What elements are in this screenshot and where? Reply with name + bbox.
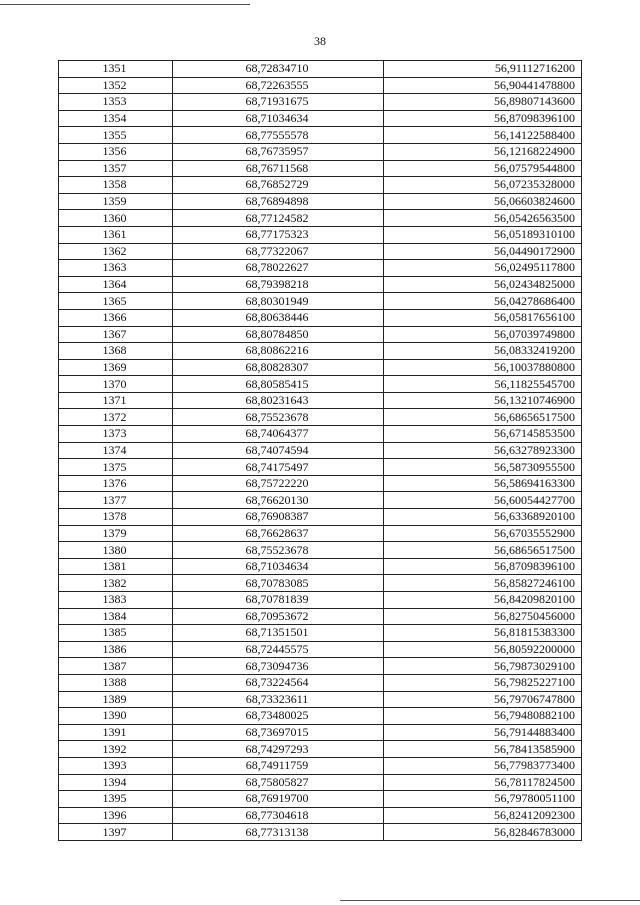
y-coordinate-cell: 56,02434825000 (384, 276, 582, 293)
point-number-cell: 1362 (59, 243, 173, 260)
coordinates-table-body (59, 61, 582, 841)
y-coordinate-cell: 56,79825227100 (384, 674, 582, 691)
y-coordinate-cell: 56,60054427700 (384, 492, 582, 509)
y-coordinate-cell: 56,82412092300 (384, 807, 582, 824)
point-number-cell: 1355 (59, 127, 173, 144)
x-coordinate-cell: 68,77304618 (173, 807, 384, 824)
x-coordinate-cell: 68,73323611 (173, 691, 384, 708)
x-coordinate-cell: 68,75805827 (173, 774, 384, 791)
x-coordinate-cell: 68,73480025 (173, 708, 384, 725)
y-coordinate-cell: 56,82846783000 (384, 824, 582, 841)
x-coordinate-cell: 68,76894898 (173, 193, 384, 210)
table-row (59, 741, 582, 758)
point-number-cell: 1377 (59, 492, 173, 509)
x-coordinate-cell: 68,71931675 (173, 94, 384, 111)
point-number-cell: 1375 (59, 459, 173, 476)
point-number-cell: 1380 (59, 542, 173, 559)
point-number-cell: 1352 (59, 77, 173, 94)
x-coordinate-cell: 68,73094736 (173, 658, 384, 675)
y-coordinate-cell: 56,02495117800 (384, 260, 582, 277)
point-number-cell: 1373 (59, 426, 173, 443)
y-coordinate-cell: 56,13210746900 (384, 392, 582, 409)
x-coordinate-cell: 68,80301949 (173, 293, 384, 310)
table-row (59, 674, 582, 691)
table-row (59, 343, 582, 360)
x-coordinate-cell: 68,80231643 (173, 392, 384, 409)
y-coordinate-cell: 56,04490172900 (384, 243, 582, 260)
point-number-cell: 1356 (59, 143, 173, 160)
point-number-cell: 1366 (59, 309, 173, 326)
x-coordinate-cell: 68,75523678 (173, 409, 384, 426)
x-coordinate-cell: 68,74297293 (173, 741, 384, 758)
y-coordinate-cell: 56,68656517500 (384, 409, 582, 426)
x-coordinate-cell: 68,75523678 (173, 542, 384, 559)
table-row (59, 525, 582, 542)
x-coordinate-cell: 68,72445575 (173, 641, 384, 658)
x-coordinate-cell: 68,80585415 (173, 376, 384, 393)
x-coordinate-cell: 68,76735957 (173, 143, 384, 160)
point-number-cell: 1367 (59, 326, 173, 343)
table-row (59, 791, 582, 808)
x-coordinate-cell: 68,70783085 (173, 575, 384, 592)
x-coordinate-cell: 68,76852729 (173, 177, 384, 194)
top-rule (0, 4, 250, 5)
point-number-cell: 1369 (59, 359, 173, 376)
y-coordinate-cell: 56,78117824500 (384, 774, 582, 791)
point-number-cell: 1386 (59, 641, 173, 658)
table-row (59, 226, 582, 243)
page-number: 38 (314, 34, 326, 48)
point-number-cell: 1354 (59, 110, 173, 127)
table-row (59, 658, 582, 675)
table-row (59, 193, 582, 210)
y-coordinate-cell: 56,04278686400 (384, 293, 582, 310)
table-row (59, 127, 582, 144)
y-coordinate-cell: 56,79780051100 (384, 791, 582, 808)
point-number-cell: 1374 (59, 442, 173, 459)
table-row (59, 542, 582, 559)
x-coordinate-cell: 68,76908387 (173, 509, 384, 526)
point-number-cell: 1382 (59, 575, 173, 592)
y-coordinate-cell: 56,11825545700 (384, 376, 582, 393)
point-number-cell: 1389 (59, 691, 173, 708)
table-row (59, 807, 582, 824)
y-coordinate-cell: 56,07039749800 (384, 326, 582, 343)
point-number-cell: 1357 (59, 160, 173, 177)
table-row (59, 376, 582, 393)
table-row (59, 392, 582, 409)
y-coordinate-cell: 56,87098396100 (384, 558, 582, 575)
table-row (59, 210, 582, 227)
x-coordinate-cell: 68,80828307 (173, 359, 384, 376)
table-row (59, 625, 582, 642)
point-number-cell: 1353 (59, 94, 173, 111)
y-coordinate-cell: 56,07579544800 (384, 160, 582, 177)
y-coordinate-cell: 56,68656517500 (384, 542, 582, 559)
x-coordinate-cell: 68,79398218 (173, 276, 384, 293)
table-row (59, 243, 582, 260)
y-coordinate-cell: 56,63368920100 (384, 509, 582, 526)
point-number-cell: 1358 (59, 177, 173, 194)
y-coordinate-cell: 56,90441478800 (384, 77, 582, 94)
y-coordinate-cell: 56,79873029100 (384, 658, 582, 675)
table-row (59, 558, 582, 575)
x-coordinate-cell: 68,77313138 (173, 824, 384, 841)
table-row (59, 359, 582, 376)
table-row (59, 143, 582, 160)
y-coordinate-cell: 56,91112716200 (384, 61, 582, 78)
point-number-cell: 1351 (59, 61, 173, 78)
x-coordinate-cell: 68,73697015 (173, 724, 384, 741)
point-number-cell: 1388 (59, 674, 173, 691)
table-row (59, 409, 582, 426)
y-coordinate-cell: 56,67035552900 (384, 525, 582, 542)
y-coordinate-cell: 56,85827246100 (384, 575, 582, 592)
point-number-cell: 1387 (59, 658, 173, 675)
point-number-cell: 1381 (59, 558, 173, 575)
coordinates-table (58, 60, 582, 841)
table-row (59, 77, 582, 94)
x-coordinate-cell: 68,71034634 (173, 558, 384, 575)
x-coordinate-cell: 68,76628637 (173, 525, 384, 542)
point-number-cell: 1397 (59, 824, 173, 841)
x-coordinate-cell: 68,72263555 (173, 77, 384, 94)
point-number-cell: 1385 (59, 625, 173, 642)
table-row (59, 426, 582, 443)
point-number-cell: 1395 (59, 791, 173, 808)
table-row (59, 475, 582, 492)
table-row (59, 757, 582, 774)
x-coordinate-cell: 68,77322067 (173, 243, 384, 260)
point-number-cell: 1394 (59, 774, 173, 791)
x-coordinate-cell: 68,80862216 (173, 343, 384, 360)
point-number-cell: 1370 (59, 376, 173, 393)
x-coordinate-cell: 68,70953672 (173, 608, 384, 625)
table-row (59, 260, 582, 277)
point-number-cell: 1371 (59, 392, 173, 409)
y-coordinate-cell: 56,79480882100 (384, 708, 582, 725)
x-coordinate-cell: 68,80638446 (173, 309, 384, 326)
table-row (59, 824, 582, 841)
y-coordinate-cell: 56,14122588400 (384, 127, 582, 144)
point-number-cell: 1396 (59, 807, 173, 824)
bottom-rule (340, 900, 640, 901)
table-row (59, 575, 582, 592)
x-coordinate-cell: 68,80784850 (173, 326, 384, 343)
table-row (59, 608, 582, 625)
point-number-cell: 1390 (59, 708, 173, 725)
table-row (59, 691, 582, 708)
table-row (59, 160, 582, 177)
y-coordinate-cell: 56,08332419200 (384, 343, 582, 360)
x-coordinate-cell: 68,76711568 (173, 160, 384, 177)
table-row (59, 592, 582, 609)
point-number-cell: 1379 (59, 525, 173, 542)
table-row (59, 641, 582, 658)
point-number-cell: 1393 (59, 757, 173, 774)
x-coordinate-cell: 68,77175323 (173, 226, 384, 243)
y-coordinate-cell: 56,84209820100 (384, 592, 582, 609)
y-coordinate-cell: 56,80592200000 (384, 641, 582, 658)
table-row (59, 724, 582, 741)
y-coordinate-cell: 56,05817656100 (384, 309, 582, 326)
y-coordinate-cell: 56,89807143600 (384, 94, 582, 111)
table-row (59, 442, 582, 459)
y-coordinate-cell: 56,79144883400 (384, 724, 582, 741)
table-row (59, 774, 582, 791)
y-coordinate-cell: 56,05189310100 (384, 226, 582, 243)
point-number-cell: 1392 (59, 741, 173, 758)
y-coordinate-cell: 56,79706747800 (384, 691, 582, 708)
x-coordinate-cell: 68,74074594 (173, 442, 384, 459)
x-coordinate-cell: 68,76919700 (173, 791, 384, 808)
point-number-cell: 1384 (59, 608, 173, 625)
table-row (59, 293, 582, 310)
point-number-cell: 1363 (59, 260, 173, 277)
x-coordinate-cell: 68,77555578 (173, 127, 384, 144)
y-coordinate-cell: 56,58694163300 (384, 475, 582, 492)
table-row (59, 492, 582, 509)
point-number-cell: 1359 (59, 193, 173, 210)
point-number-cell: 1376 (59, 475, 173, 492)
table-row (59, 309, 582, 326)
point-number-cell: 1365 (59, 293, 173, 310)
table-row (59, 276, 582, 293)
x-coordinate-cell: 68,77124582 (173, 210, 384, 227)
x-coordinate-cell: 68,72834710 (173, 61, 384, 78)
x-coordinate-cell: 68,74911759 (173, 757, 384, 774)
point-number-cell: 1372 (59, 409, 173, 426)
x-coordinate-cell: 68,70781839 (173, 592, 384, 609)
point-number-cell: 1378 (59, 509, 173, 526)
table-row (59, 509, 582, 526)
x-coordinate-cell: 68,73224564 (173, 674, 384, 691)
y-coordinate-cell: 56,87098396100 (384, 110, 582, 127)
table-row (59, 110, 582, 127)
y-coordinate-cell: 56,07235328000 (384, 177, 582, 194)
x-coordinate-cell: 68,71034634 (173, 110, 384, 127)
y-coordinate-cell: 56,67145853500 (384, 426, 582, 443)
y-coordinate-cell: 56,81815383300 (384, 625, 582, 642)
x-coordinate-cell: 68,76620130 (173, 492, 384, 509)
x-coordinate-cell: 68,75722220 (173, 475, 384, 492)
point-number-cell: 1361 (59, 226, 173, 243)
y-coordinate-cell: 56,78413585900 (384, 741, 582, 758)
table-row (59, 94, 582, 111)
point-number-cell: 1391 (59, 724, 173, 741)
y-coordinate-cell: 56,58730955500 (384, 459, 582, 476)
x-coordinate-cell: 68,71351501 (173, 625, 384, 642)
x-coordinate-cell: 68,78022627 (173, 260, 384, 277)
y-coordinate-cell: 56,12168224900 (384, 143, 582, 160)
y-coordinate-cell: 56,82750456000 (384, 608, 582, 625)
x-coordinate-cell: 68,74064377 (173, 426, 384, 443)
table-row (59, 177, 582, 194)
point-number-cell: 1364 (59, 276, 173, 293)
point-number-cell: 1368 (59, 343, 173, 360)
table-row (59, 708, 582, 725)
table-row (59, 326, 582, 343)
y-coordinate-cell: 56,05426563500 (384, 210, 582, 227)
y-coordinate-cell: 56,63278923300 (384, 442, 582, 459)
table-row (59, 459, 582, 476)
table-row (59, 61, 582, 78)
point-number-cell: 1383 (59, 592, 173, 609)
y-coordinate-cell: 56,10037880800 (384, 359, 582, 376)
y-coordinate-cell: 56,06603824600 (384, 193, 582, 210)
y-coordinate-cell: 56,77983773400 (384, 757, 582, 774)
point-number-cell: 1360 (59, 210, 173, 227)
x-coordinate-cell: 68,74175497 (173, 459, 384, 476)
